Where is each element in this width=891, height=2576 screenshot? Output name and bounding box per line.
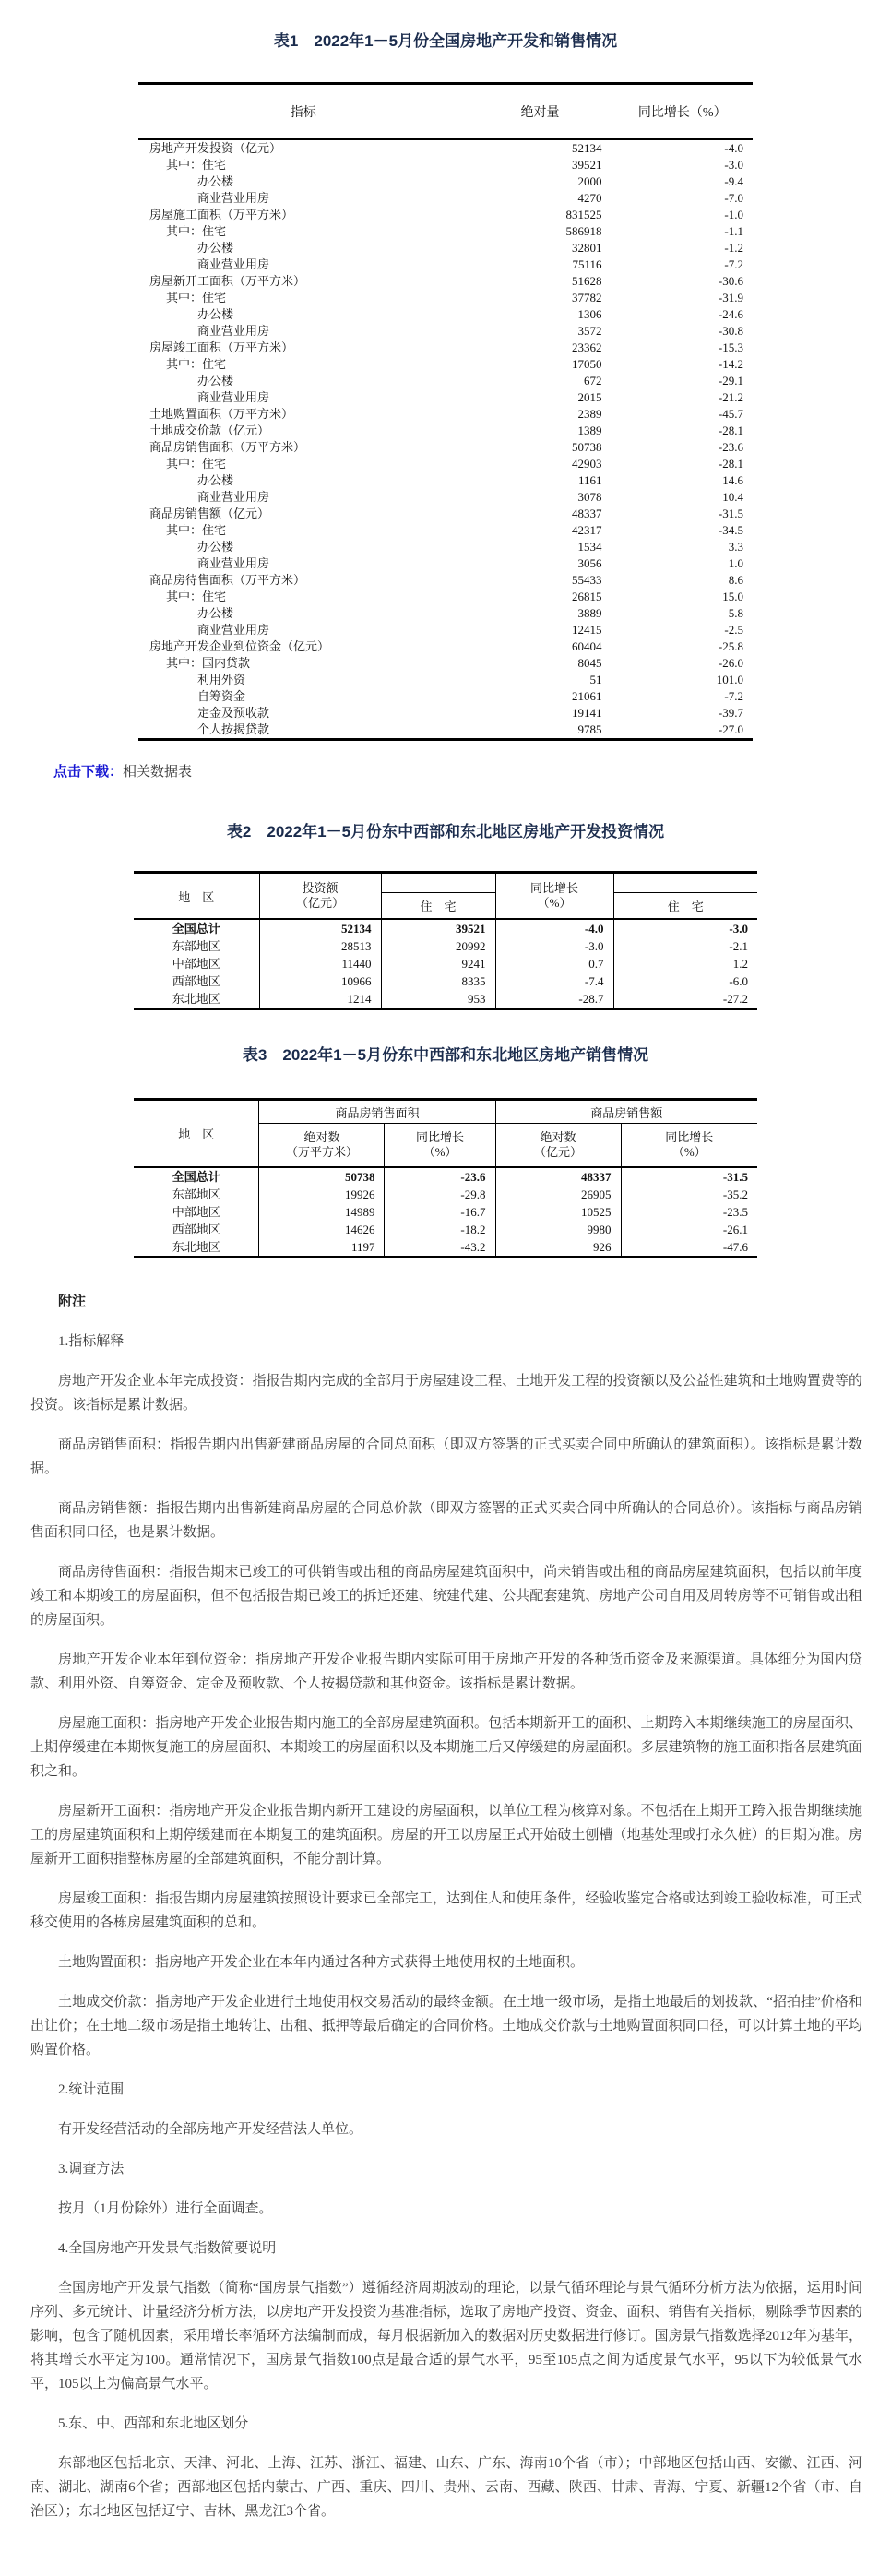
absolute-value: 2000 bbox=[469, 173, 612, 190]
yoy-value: -3.0 bbox=[495, 937, 613, 955]
sales-area-yoy-value: -23.6 bbox=[385, 1167, 495, 1186]
growth-value: -31.9 bbox=[718, 291, 743, 304]
table1-title: 表1 2022年1－5月份全国房地产开发和销售情况 bbox=[273, 32, 618, 50]
absolute-value: 1161 bbox=[469, 472, 612, 489]
region-label: 全国总计 bbox=[134, 919, 259, 937]
indicator-label: 商业营业用房 bbox=[138, 622, 469, 638]
region-label: 西部地区 bbox=[134, 1221, 259, 1238]
table3-col-area-abs bbox=[259, 1124, 385, 1168]
table3-col-area-abs-label: 绝对数 bbox=[303, 1130, 340, 1144]
indicator-label: 房地产开发投资（亿元） bbox=[138, 139, 469, 157]
indicator-label: 房地产开发企业到位资金（亿元） bbox=[138, 638, 469, 655]
table1-col-absolute: 绝对量 bbox=[469, 84, 612, 140]
absolute-value: 26815 bbox=[469, 589, 612, 605]
growth-value: -1.2 bbox=[724, 241, 743, 255]
table2-header-spacer-2 bbox=[613, 873, 757, 893]
indicator-label: 办公楼 bbox=[138, 605, 469, 622]
yoy-value: -7.4 bbox=[495, 972, 613, 990]
table2-col-yoy bbox=[495, 873, 613, 920]
yoy-value: 0.7 bbox=[495, 955, 613, 972]
table3-col-area-yoy-unit: （%） bbox=[422, 1145, 457, 1159]
note-paragraph: 房屋竣工面积：指报告期内房屋建筑按照设计要求已全部完工，达到住人和使用条件，经验收鉴定合格或达到竣工验收标准，可正式移交使用的各栋房屋建筑面积的总和。 bbox=[30, 1891, 862, 1930]
absolute-value: 75116 bbox=[469, 256, 612, 273]
growth-value: 15.0 bbox=[722, 590, 743, 603]
absolute-value: 42903 bbox=[469, 456, 612, 472]
table2-col-yoy-label: 同比增长 bbox=[529, 881, 578, 895]
table3-header bbox=[134, 1100, 757, 1168]
table2-col-region: 地 区 bbox=[134, 873, 259, 920]
note-paragraph: 按月（1月份除外）进行全面调查。 bbox=[58, 2201, 273, 2216]
residential-investment-value: 9241 bbox=[381, 955, 495, 972]
indicator-label: 办公楼 bbox=[138, 539, 469, 555]
growth-value: -3.0 bbox=[724, 158, 743, 172]
sales-amount-value: 26905 bbox=[495, 1186, 621, 1203]
table3-col-region: 地 区 bbox=[134, 1100, 259, 1168]
note-paragraph: 房地产开发企业本年到位资金：指房地产开发企业报告期内实际可用于房地产开发的各种货币资金及来源渠道。具体细分为国内贷款、利用外资、自筹资金、定金及预收款、个人按揭贷款和其他资金。该指标是累计数据。 bbox=[30, 1652, 862, 1691]
growth-value: -30.6 bbox=[718, 274, 743, 288]
indicator-label: 房屋施工面积（万平方米） bbox=[138, 207, 469, 223]
notes-section bbox=[0, 1290, 891, 2576]
absolute-value: 52134 bbox=[469, 139, 612, 157]
indicator-label: 定金及预收款 bbox=[138, 705, 469, 722]
note-paragraph: 房屋新开工面积：指房地产开发企业报告期内新开工建设的房屋面积，以单位工程为核算对象。不包括在上期开工跨入报告期继续施工的房屋建筑面积和上期停缓建而在本期复工的建筑面积。房屋的开工以房屋正式开始破土刨槽（地基处理或打永久桩）的日期为准。房屋新开工面积指整栋房屋的全部建筑面积，不能分割计算。 bbox=[30, 1804, 862, 1866]
table1-row bbox=[138, 323, 753, 340]
growth-value: -31.5 bbox=[718, 507, 743, 520]
note-heading: 4.全国房地产开发景气指数简要说明 bbox=[58, 2241, 277, 2256]
table3-col-amount-abs-unit: （亿元） bbox=[533, 1145, 582, 1159]
table1-row bbox=[138, 589, 753, 605]
sales-area-yoy-value: -18.2 bbox=[385, 1221, 495, 1238]
table1-row bbox=[138, 256, 753, 273]
table1-row bbox=[138, 389, 753, 406]
sales-amount-value: 10525 bbox=[495, 1203, 621, 1221]
growth-value: -7.2 bbox=[724, 689, 743, 703]
table3-title: 表3 2022年1－5月份东中西部和东北地区房地产销售情况 bbox=[242, 1046, 649, 1064]
residential-investment-value: 20992 bbox=[381, 937, 495, 955]
indicator-label: 商业营业用房 bbox=[138, 489, 469, 506]
absolute-value: 8045 bbox=[469, 655, 612, 672]
indicator-label: 商品房销售面积（万平方米） bbox=[138, 439, 469, 456]
indicator-label: 商业营业用房 bbox=[138, 323, 469, 340]
indicator-label: 自筹资金 bbox=[138, 688, 469, 705]
growth-value: -29.1 bbox=[718, 374, 743, 388]
indicator-label: 办公楼 bbox=[138, 472, 469, 489]
growth-value: -23.6 bbox=[718, 440, 743, 454]
sales-amount-yoy-value: -23.5 bbox=[722, 1205, 749, 1219]
table2-col-investment bbox=[259, 873, 381, 920]
table1-row bbox=[138, 522, 753, 539]
table2-row bbox=[134, 937, 757, 955]
table1-row bbox=[138, 207, 753, 223]
table1-row bbox=[138, 472, 753, 489]
note-heading: 2.统计范围 bbox=[58, 2082, 125, 2097]
note-paragraph: 东部地区包括北京、天津、河北、上海、江苏、浙江、福建、山东、广东、海南10个省（市）；中部地区包括山西、安徽、江西、河南、湖北、湖南6个省；西部地区包括内蒙古、广西、重庆、四川、贵州、云南、西藏、陕西、甘肃、青海、宁夏、新疆12个省（市、自治区）；东北地区包括辽宁、吉林、黑龙江3个省。 bbox=[30, 2456, 862, 2519]
note-paragraph: 土地购置面积：指房地产开发企业在本年内通过各种方式获得土地使用权的土地面积。 bbox=[58, 1955, 585, 1970]
growth-value: -39.7 bbox=[718, 706, 743, 720]
indicator-label: 其中：住宅 bbox=[138, 589, 469, 605]
growth-value: -4.0 bbox=[724, 141, 743, 155]
note-heading: 1.指标解释 bbox=[58, 1334, 125, 1349]
note-paragraph: 房屋施工面积：指房地产开发企业报告期内施工的全部房屋建筑面积。包括本期新开工的面积、上期跨入本期继续施工的房屋面积、上期停缓建在本期恢复施工的房屋面积、本期竣工的房屋面积以及本期施工后又停缓建的房屋面积。多层建筑物的施工面积指各层建筑面积之和。 bbox=[30, 1716, 862, 1779]
absolute-value: 37782 bbox=[469, 290, 612, 306]
absolute-value: 21061 bbox=[469, 688, 612, 705]
table1-row bbox=[138, 439, 753, 456]
absolute-value: 48337 bbox=[469, 506, 612, 522]
absolute-value: 9785 bbox=[469, 722, 612, 740]
table3-col-area-abs-unit: （万平方米） bbox=[285, 1145, 358, 1159]
absolute-value: 3078 bbox=[469, 489, 612, 506]
absolute-value: 19141 bbox=[469, 705, 612, 722]
table1-row bbox=[138, 356, 753, 373]
region-label: 中部地区 bbox=[134, 1203, 259, 1221]
table2-row bbox=[134, 990, 757, 1009]
table3-col-area-yoy bbox=[385, 1124, 495, 1168]
region-label: 东部地区 bbox=[134, 1186, 259, 1203]
table1-row bbox=[138, 722, 753, 740]
growth-value: -28.1 bbox=[718, 457, 743, 471]
table3 bbox=[134, 1098, 757, 1258]
indicator-label: 办公楼 bbox=[138, 240, 469, 256]
investment-value: 28513 bbox=[259, 937, 381, 955]
note-paragraph: 房地产开发企业本年完成投资：指报告期内完成的全部用于房屋建设工程、土地开发工程的投资额以及公益性建筑和土地购置费等的投资。该指标是累计数据。 bbox=[30, 1374, 862, 1413]
absolute-value: 17050 bbox=[469, 356, 612, 373]
indicator-label: 房屋新开工面积（万平方米） bbox=[138, 273, 469, 290]
absolute-value: 2015 bbox=[469, 389, 612, 406]
table2-col-yoy-residential: 住 宅 bbox=[667, 900, 704, 913]
table1-col-growth: 同比增长（%） bbox=[612, 84, 753, 140]
table2-col-investment-label: 投资额 bbox=[302, 881, 339, 895]
sales-amount-value: 926 bbox=[495, 1238, 621, 1258]
growth-value: -15.3 bbox=[718, 340, 743, 354]
growth-value: -28.1 bbox=[718, 423, 743, 437]
absolute-value: 1389 bbox=[469, 423, 612, 439]
table3-col-amount-yoy-label: 同比增长 bbox=[665, 1130, 714, 1144]
table3-row bbox=[134, 1167, 757, 1186]
residential-yoy-value: -3.0 bbox=[729, 922, 748, 936]
download-link-target[interactable]: 相关数据表 bbox=[123, 765, 193, 780]
growth-value: -9.4 bbox=[724, 174, 743, 188]
table3-col-amount-yoy bbox=[621, 1124, 757, 1168]
residential-yoy-value: -6.0 bbox=[729, 974, 748, 988]
table3-row bbox=[134, 1203, 757, 1221]
absolute-value: 12415 bbox=[469, 622, 612, 638]
table3-col-amount-abs-label: 绝对数 bbox=[540, 1130, 576, 1144]
absolute-value: 60404 bbox=[469, 638, 612, 655]
region-label: 西部地区 bbox=[134, 972, 259, 990]
table1-row bbox=[138, 157, 753, 173]
table3-row bbox=[134, 1221, 757, 1238]
note-paragraph: 商品房待售面积：指报告期末已竣工的可供销售或出租的商品房屋建筑面积中，尚未销售或出租的商品房屋建筑面积，包括以前年度竣工和本期竣工的房屋面积，但不包括报告期已竣工的拆迁还建、统建代建、公共配套建筑、房地产公司自用及周转房等不可销售或出租的房屋面积。 bbox=[30, 1565, 862, 1628]
sales-area-yoy-value: -29.8 bbox=[385, 1186, 495, 1203]
indicator-label: 商业营业用房 bbox=[138, 190, 469, 207]
notes-body bbox=[30, 1330, 862, 2523]
table1-row bbox=[138, 622, 753, 638]
sales-area-yoy-value: -43.2 bbox=[385, 1238, 495, 1258]
table1-row bbox=[138, 340, 753, 356]
note-heading: 5.东、中、西部和东北地区划分 bbox=[58, 2416, 249, 2431]
table3-col-amount-abs bbox=[495, 1124, 621, 1168]
indicator-label: 其中：住宅 bbox=[138, 456, 469, 472]
sales-amount-yoy-value: -31.5 bbox=[722, 1170, 749, 1184]
sales-area-value: 14989 bbox=[259, 1203, 385, 1221]
region-label: 东北地区 bbox=[134, 990, 259, 1009]
absolute-value: 23362 bbox=[469, 340, 612, 356]
growth-value: -34.5 bbox=[718, 523, 743, 537]
absolute-value: 32801 bbox=[469, 240, 612, 256]
growth-value: -24.6 bbox=[718, 307, 743, 321]
sales-amount-yoy-value: -35.2 bbox=[722, 1187, 749, 1201]
indicator-label: 土地成交价款（亿元） bbox=[138, 423, 469, 439]
absolute-value: 3889 bbox=[469, 605, 612, 622]
indicator-label: 办公楼 bbox=[138, 373, 469, 389]
table2-col-yoy-unit: （%） bbox=[537, 896, 572, 910]
sales-amount-yoy-value: -26.1 bbox=[722, 1222, 749, 1236]
indicator-label: 办公楼 bbox=[138, 306, 469, 323]
growth-value: -27.0 bbox=[718, 722, 743, 736]
indicator-label: 办公楼 bbox=[138, 173, 469, 190]
table1-row bbox=[138, 173, 753, 190]
indicator-label: 土地购置面积（万平方米） bbox=[138, 406, 469, 423]
table1-row bbox=[138, 190, 753, 207]
table1 bbox=[138, 82, 753, 741]
absolute-value: 39521 bbox=[469, 157, 612, 173]
table1-body bbox=[138, 139, 753, 740]
table1-row bbox=[138, 139, 753, 157]
table1-row bbox=[138, 373, 753, 389]
growth-value: 3.3 bbox=[728, 540, 743, 554]
growth-value: 10.4 bbox=[722, 490, 743, 504]
growth-value: -1.1 bbox=[724, 224, 743, 238]
indicator-label: 其中：住宅 bbox=[138, 157, 469, 173]
table2-header-spacer-1 bbox=[381, 873, 495, 893]
indicator-label: 其中：住宅 bbox=[138, 356, 469, 373]
table1-row bbox=[138, 506, 753, 522]
table1-row bbox=[138, 705, 753, 722]
table3-group-sales-area: 商品房销售面积 bbox=[259, 1100, 495, 1124]
table1-row bbox=[138, 406, 753, 423]
yoy-value: -28.7 bbox=[495, 990, 613, 1009]
absolute-value: 51 bbox=[469, 672, 612, 688]
note-paragraph: 全国房地产开发景气指数（简称“国房景气指数”）遵循经济周期波动的理论，以景气循环理论与景气循环分析方法为依据，运用时间序列、多元统计、计量经济分析方法，以房地产开发投资为基准指标，选取了房地产投资、资金、面积、销售有关指标，剔除季节因素的影响，包含了随机因素，采用增长率循环方法编制而成，每月根据新加入的数据对历史数据进行修订。国房景气指数选择2012年为基年，将其增长水平定为100。通常情况下，国房景气指数100点是最合适的景气水平，95至105点之间为适度景气水平，95以下为较低景气水平，105以上为偏高景气水平。 bbox=[30, 2281, 862, 2391]
table1-row bbox=[138, 605, 753, 622]
table3-body bbox=[134, 1167, 757, 1258]
sales-area-value: 19926 bbox=[259, 1186, 385, 1203]
download-link[interactable]: 点击下载： bbox=[53, 765, 124, 780]
indicator-label: 其中：住宅 bbox=[138, 522, 469, 539]
absolute-value: 1306 bbox=[469, 306, 612, 323]
growth-value: 8.6 bbox=[728, 573, 743, 587]
table1-row bbox=[138, 572, 753, 589]
growth-value: -30.8 bbox=[718, 324, 743, 338]
sales-amount-yoy-value: -47.6 bbox=[722, 1240, 749, 1254]
growth-value: -1.0 bbox=[724, 208, 743, 221]
table2-col-residential: 住 宅 bbox=[381, 893, 495, 920]
table2-col-investment-unit: （亿元） bbox=[295, 896, 344, 910]
residential-yoy-value: -2.1 bbox=[729, 939, 748, 953]
sales-area-value: 1197 bbox=[259, 1238, 385, 1258]
growth-value: -26.0 bbox=[718, 656, 743, 670]
residential-investment-value: 39521 bbox=[381, 919, 495, 937]
table1-row bbox=[138, 456, 753, 472]
table1-row bbox=[138, 638, 753, 655]
indicator-label: 其中：住宅 bbox=[138, 223, 469, 240]
residential-yoy-value: -27.2 bbox=[722, 992, 748, 1006]
growth-value: 5.8 bbox=[728, 606, 743, 620]
table2-header bbox=[134, 873, 757, 920]
note-paragraph: 商品房销售面积：指报告期内出售新建商品房屋的合同总面积（即双方签署的正式买卖合同中所确认的建筑面积）。该指标是累计数据。 bbox=[30, 1437, 862, 1476]
region-label: 东部地区 bbox=[134, 937, 259, 955]
indicator-label: 商业营业用房 bbox=[138, 256, 469, 273]
residential-investment-value: 953 bbox=[381, 990, 495, 1009]
investment-value: 1214 bbox=[259, 990, 381, 1009]
growth-value: -14.2 bbox=[718, 357, 743, 371]
absolute-value: 51628 bbox=[469, 273, 612, 290]
absolute-value: 50738 bbox=[469, 439, 612, 456]
investment-value: 11440 bbox=[259, 955, 381, 972]
table3-group-sales-amount: 商品房销售额 bbox=[495, 1100, 757, 1124]
absolute-value: 586918 bbox=[469, 223, 612, 240]
table1-row bbox=[138, 306, 753, 323]
absolute-value: 4270 bbox=[469, 190, 612, 207]
note-paragraph: 有开发经营活动的全部房地产开发经营法人单位。 bbox=[58, 2122, 363, 2137]
absolute-value: 831525 bbox=[469, 207, 612, 223]
indicator-label: 利用外资 bbox=[138, 672, 469, 688]
indicator-label: 其中：住宅 bbox=[138, 290, 469, 306]
table1-row bbox=[138, 539, 753, 555]
table3-row bbox=[134, 1186, 757, 1203]
table1-row bbox=[138, 290, 753, 306]
indicator-label: 商业营业用房 bbox=[138, 389, 469, 406]
table2 bbox=[134, 871, 757, 1010]
absolute-value: 3572 bbox=[469, 323, 612, 340]
yoy-value: -4.0 bbox=[495, 919, 613, 937]
table3-col-area-yoy-label: 同比增长 bbox=[415, 1130, 464, 1144]
indicator-label: 房屋竣工面积（万平方米） bbox=[138, 340, 469, 356]
absolute-value: 3056 bbox=[469, 555, 612, 572]
growth-value: -25.8 bbox=[718, 639, 743, 653]
table3-col-amount-yoy-unit: （%） bbox=[671, 1145, 707, 1159]
region-label: 全国总计 bbox=[134, 1167, 259, 1186]
notes-heading: 附注 bbox=[58, 1294, 87, 1309]
growth-value: 1.0 bbox=[728, 556, 743, 570]
sales-area-value: 14626 bbox=[259, 1221, 385, 1238]
table1-col-indicator: 指标 bbox=[138, 84, 469, 140]
residential-yoy-value: 1.2 bbox=[732, 957, 748, 971]
region-label: 中部地区 bbox=[134, 955, 259, 972]
investment-value: 52134 bbox=[259, 919, 381, 937]
sales-area-value: 50738 bbox=[259, 1167, 385, 1186]
table1-row bbox=[138, 423, 753, 439]
table2-row bbox=[134, 955, 757, 972]
indicator-label: 商品房待售面积（万平方米） bbox=[138, 572, 469, 589]
table3-row bbox=[134, 1238, 757, 1258]
growth-value: -45.7 bbox=[718, 407, 743, 421]
growth-value: -7.0 bbox=[724, 191, 743, 205]
sales-area-yoy-value: -16.7 bbox=[385, 1203, 495, 1221]
table1-row bbox=[138, 273, 753, 290]
indicator-label: 个人按揭贷款 bbox=[138, 722, 469, 740]
sales-amount-value: 9980 bbox=[495, 1221, 621, 1238]
table2-body bbox=[134, 919, 757, 1009]
indicator-label: 商品房销售额（亿元） bbox=[138, 506, 469, 522]
table1-row bbox=[138, 688, 753, 705]
sales-amount-value: 48337 bbox=[495, 1167, 621, 1186]
absolute-value: 672 bbox=[469, 373, 612, 389]
table1-row bbox=[138, 489, 753, 506]
region-label: 东北地区 bbox=[134, 1238, 259, 1258]
growth-value: -21.2 bbox=[718, 390, 743, 404]
absolute-value: 55433 bbox=[469, 572, 612, 589]
note-heading: 3.调查方法 bbox=[58, 2162, 125, 2176]
growth-value: -7.2 bbox=[724, 257, 743, 271]
investment-value: 10966 bbox=[259, 972, 381, 990]
table1-row bbox=[138, 555, 753, 572]
table2-row bbox=[134, 972, 757, 990]
residential-investment-value: 8335 bbox=[381, 972, 495, 990]
table1-row bbox=[138, 672, 753, 688]
absolute-value: 1534 bbox=[469, 539, 612, 555]
growth-value: 101.0 bbox=[716, 673, 743, 686]
growth-value: -2.5 bbox=[724, 623, 743, 637]
table1-row bbox=[138, 655, 753, 672]
table1-row bbox=[138, 240, 753, 256]
note-paragraph: 商品房销售额：指报告期内出售新建商品房屋的合同总价款（即双方签署的正式买卖合同中所确认的合同总价）。该指标与商品房销售面积同口径，也是累计数据。 bbox=[30, 1501, 862, 1540]
table2-title: 表2 2022年1－5月份东中西部和东北地区房地产开发投资情况 bbox=[226, 823, 665, 841]
note-paragraph: 土地成交价款：指房地产开发企业进行土地使用权交易活动的最终金额。在土地一级市场，是指土地最后的划拨款、“招拍挂”价格和出让价；在土地二级市场是指土地转让、出租、抵押等最后确定的合同价格。土地成交价款与土地购置面积同口径，可以计算土地的平均购置价格。 bbox=[30, 1995, 862, 2057]
growth-value: 14.6 bbox=[722, 473, 743, 487]
table1-row bbox=[138, 223, 753, 240]
indicator-label: 商业营业用房 bbox=[138, 555, 469, 572]
table2-row bbox=[134, 919, 757, 937]
download-line bbox=[53, 763, 891, 781]
table1-header bbox=[138, 84, 753, 140]
absolute-value: 2389 bbox=[469, 406, 612, 423]
absolute-value: 42317 bbox=[469, 522, 612, 539]
indicator-label: 其中：国内贷款 bbox=[138, 655, 469, 672]
